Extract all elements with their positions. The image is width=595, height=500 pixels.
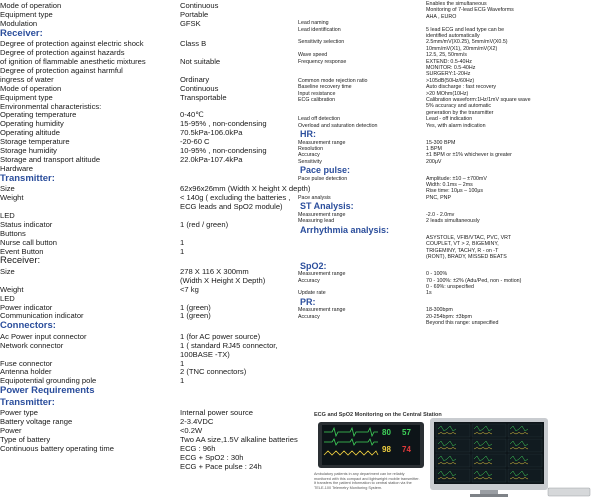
central-monitor-base — [470, 494, 508, 497]
spec-value-line: ASYSTOLE, VFIB/VTAC, PVC, VRT — [426, 235, 512, 241]
readout-rr: 74 — [402, 445, 411, 454]
spec-label: Environmental characteristics: — [0, 101, 102, 111]
spec-label: Weight — [0, 284, 24, 294]
spec-value: 1 — [180, 376, 185, 386]
section-heading-arrhythmia-analysis: Arrhythmia analysis: — [300, 224, 390, 235]
spec-value-line: Enables the simultaneous — [426, 1, 487, 7]
spec-value-line: Amplitude: ±10 – ±700mV — [426, 175, 487, 182]
spec-label: Mode of operation — [0, 1, 62, 10]
spec-value: 1 BPM — [426, 145, 442, 152]
spec-label: Resolution — [298, 145, 324, 152]
spec-label: Baseline recovery time — [298, 84, 352, 91]
spec-label: Continuous battery operating time — [0, 443, 114, 453]
spec-label: Event Button — [0, 246, 44, 256]
spec-label: Equipotential grounding pole — [0, 376, 97, 386]
spec-value-line: identified automatically — [426, 33, 480, 39]
spec-value: Not suitable — [180, 57, 221, 66]
spec-value-line: SURGERY:1-20Hz — [426, 71, 471, 78]
readout-spo2: 98 — [382, 445, 391, 454]
spec-label: Input resistance — [298, 90, 336, 97]
central-station-illustration — [298, 410, 595, 500]
spec-value-line: COUPLET, VT > 2, BIGEMINY, — [426, 241, 499, 248]
spec-value: -2.0 - 2.0mv — [426, 211, 455, 218]
spec-value: Portable — [180, 9, 209, 19]
spec-value: 22.0kPa-107.4kPa — [180, 154, 243, 164]
spec-value: 15-300 BPM — [426, 139, 456, 146]
spec-value: ±1 BPM or ±1% whichever is greater — [426, 152, 512, 159]
spec-value-line: EXTEND: 0.5-40Hz — [426, 58, 472, 65]
spec-label: Equipment type — [0, 92, 53, 102]
readout-pr: 57 — [402, 428, 411, 437]
section-heading-receiver: Receiver: — [0, 255, 41, 267]
spec-label: ingress of water — [0, 74, 54, 84]
spec-label: Hardware — [0, 163, 33, 173]
spec-value — [180, 444, 262, 471]
spec-value: PNC, PNP — [426, 194, 452, 201]
spec-value-line: TRIGEMINY, TACHY, R - on -T — [426, 247, 499, 254]
spec-label: Equipment type — [0, 9, 53, 19]
spec-value: 10-95% , non-condensing — [180, 146, 267, 155]
section-heading-spo2: SpO2: — [300, 260, 327, 271]
spec-label: Sensitivity — [298, 158, 322, 165]
spec-value: 62x96x26mm (Width X height X depth) — [180, 184, 311, 194]
spec-value-line: Width: 0.1ms – 2ms — [426, 182, 473, 188]
spec-value: Yes, with alarm indication — [426, 122, 486, 129]
spec-value — [426, 278, 521, 291]
spec-value: >20 MOhm(10Hz) — [426, 90, 469, 97]
spec-value: 2 leads simultaneously — [426, 218, 480, 225]
spec-label: Accuracy — [298, 313, 320, 320]
spec-label: Update rate — [298, 290, 326, 297]
spec-value: 200μV — [426, 158, 442, 165]
illustration-title: ECG and SpO2 Monitoring on the Central Station — [314, 412, 442, 418]
spec-value: <0.2W — [180, 426, 203, 435]
spec-label: Degree of protection against electric shock — [0, 39, 144, 49]
readout-hr: 80 — [382, 428, 391, 437]
section-heading-transmitter: Transmitter: — [0, 396, 55, 408]
spec-value: Auto discharge : fast recovery — [426, 84, 497, 91]
spec-value — [426, 27, 504, 40]
spec-value — [426, 1, 514, 20]
spec-value-line: 278 X 116 X 300mm — [180, 266, 249, 276]
spec-value: Ordinary — [180, 74, 210, 84]
spec-value: GFSK — [180, 18, 201, 28]
spec-value: 15-95% , non-condensing — [180, 119, 267, 129]
spec-value: -20-60 C — [180, 137, 210, 147]
spec-label: Storage humidity — [0, 146, 57, 155]
spec-value: 1 (green) — [180, 302, 211, 312]
section-heading-pace-pulse: Pace pulse: — [300, 165, 351, 176]
spec-value: 2 (TNC connectors) — [180, 367, 247, 377]
spec-label: Frequency response — [298, 58, 347, 65]
spec-value: 0-40℃ — [180, 110, 204, 120]
spec-value: 1 — [180, 358, 185, 368]
spec-value-line: 0 - 69%: unspecified — [426, 283, 474, 290]
spec-value: 1 (for AC power source) — [180, 331, 261, 341]
spec-label: Fuse connector — [0, 358, 53, 368]
spec-value: >105dB(50Hz/60Hz) — [426, 77, 475, 84]
spec-value: 0 - 100% — [426, 271, 448, 278]
section-heading-connectors: Connectors: — [0, 320, 56, 332]
spec-value — [426, 39, 508, 52]
spec-label: Storage temperature — [0, 137, 70, 147]
spec-value-line: 100BASE -TX) — [180, 349, 230, 359]
spec-value-line: 10mm/mV(X1), 20mm/mV(X2) — [426, 45, 498, 52]
spec-value: 1 — [180, 237, 185, 247]
spec-value: Two AA size,1.5V alkaline batteries — [180, 434, 298, 444]
spec-label: Size — [0, 266, 15, 276]
spec-label: LED — [0, 210, 15, 220]
central-monitor-stand — [480, 490, 498, 494]
spec-value-line: (RONT), BRADY, MISSED BEATS — [426, 254, 507, 261]
spec-label: Status indicator — [0, 219, 53, 229]
spec-value-line: 5% accuracy and automatic — [426, 103, 492, 110]
spec-value — [426, 314, 498, 327]
spec-value — [426, 97, 531, 116]
spec-value: 1 (green) — [180, 311, 211, 321]
section-heading-pr: PR: — [300, 296, 316, 307]
spec-label: Wave speed — [298, 52, 328, 59]
spec-label: Power — [0, 426, 22, 435]
spec-value-line: Monitoring of 7-lead ECG Waveforms — [426, 7, 514, 14]
spec-label: Operating altitude — [0, 128, 60, 138]
spec-value: Continuous — [180, 1, 219, 10]
spec-label: ECG calibration — [298, 97, 336, 103]
spec-value: Continuous — [180, 83, 219, 93]
spec-label: Power type — [0, 408, 38, 418]
spec-value-line: 70 - 100%: ±2% (Adu/Ped, non - motion) — [426, 277, 522, 284]
spec-value — [426, 235, 511, 261]
spec-label: Sensitivity selection — [298, 39, 345, 46]
spec-label: Pace analysis — [298, 194, 331, 201]
spec-label: Measurement range — [298, 307, 346, 314]
spec-label: Degree of protection against hazards — [0, 48, 125, 58]
spec-label: Weight — [0, 193, 24, 203]
spec-label: Lead naming — [298, 20, 329, 27]
spec-label: Measurement range — [298, 139, 346, 146]
spec-label: Pace pulse detection — [298, 175, 348, 182]
spec-label: LED — [0, 293, 15, 303]
spec-label: Common mode rejection ratio — [298, 77, 368, 84]
spec-value-line: ECG leads and SpO2 module) — [180, 202, 283, 212]
spec-label: Type of battery — [0, 434, 51, 444]
spec-label: Operating humidity — [0, 119, 64, 129]
keyboard — [548, 488, 590, 496]
spec-value-line: 5 lead ECG and lead type can be — [426, 26, 505, 33]
spec-label: Buttons — [0, 228, 26, 238]
spec-value — [180, 341, 278, 359]
spec-label: Lead off detection — [298, 116, 341, 123]
spec-label: Mode of operation — [0, 83, 62, 93]
spec-label: Modulation — [0, 18, 38, 28]
spec-label: Storage and transport altitude — [0, 154, 101, 164]
spec-value: Internal power source — [180, 408, 254, 418]
spec-value-line: 1 ( standard RJ45 connector, — [180, 340, 278, 350]
section-heading-transmitter: Transmitter: — [0, 172, 55, 184]
spec-label: Nurse call button — [0, 237, 57, 247]
spec-value-line: Rise time: 10μs – 100μs — [426, 188, 484, 195]
spec-value-line: (Width X Height X Depth) — [180, 275, 266, 285]
spec-label: Overload and saturation detection — [298, 122, 378, 129]
section-heading-power-requirements: Power Requirements — [0, 385, 95, 397]
spec-value-line: generation by the transmitter — [426, 109, 494, 116]
spec-value-line: MONITOR: 0.5-40Hz — [426, 65, 476, 71]
section-heading-st-analysis: ST Analysis: — [300, 201, 354, 212]
spec-value: 18-300bpm — [426, 307, 453, 314]
spec-value-line: 2.5mm/mV(X0.25), 5mm/mV(X0.5) — [426, 39, 508, 46]
spec-value — [426, 59, 475, 78]
section-heading-receiver: Receiver: — [0, 27, 43, 39]
spec-value: Class B — [180, 39, 207, 49]
spec-label: Network connector — [0, 340, 64, 350]
spec-value-line: ECG + SpO2 : 30h — [180, 452, 244, 462]
section-heading-hr: HR: — [300, 129, 316, 139]
spec-value-line: < 140g ( excluding the batteries , — [180, 193, 291, 203]
spec-value: <7 kg — [180, 284, 199, 294]
spec-label: Operating temperature — [0, 110, 77, 120]
spec-value — [180, 193, 290, 211]
spec-label: Lead identification — [298, 26, 341, 33]
spec-value-line: Calibration waveform:1Hz/1mV square wave — [426, 97, 531, 103]
spec-label: Measuring lead — [298, 218, 335, 225]
spec-value: 1 — [180, 246, 185, 256]
spec-value-line: ECG + Pace pulse : 24h — [180, 461, 262, 471]
spec-value-line: 20-254bpm: ±3bpm — [426, 313, 472, 320]
spec-label: of ignition of flammable anesthetic mixtures — [0, 57, 146, 66]
spec-value: 12.5, 25, 50mm/s — [426, 52, 467, 59]
spec-value: 70.5kPa-106.0kPa — [180, 128, 243, 138]
spec-label: Ac Power input connector — [0, 331, 87, 341]
spec-label: Accuracy — [298, 277, 320, 284]
spec-label: Communication indicator — [0, 311, 84, 321]
spec-label: Size — [0, 184, 15, 194]
illustration-caption: Ambulatory patients in any department can be reliably monitored with this compact and lightweight mobile transmitter. It transfers the patient information to central station via the TELE-100 Telemetry Monitoring System. — [314, 472, 420, 490]
spec-value: 1 (red / green) — [180, 219, 229, 229]
spec-value — [180, 267, 265, 285]
spec-value: 1s — [426, 290, 432, 297]
spec-value-line: Beyond this range: unspecified — [426, 320, 499, 326]
spec-value-line: AHA , EURO — [426, 13, 457, 20]
spec-label: Accuracy — [298, 152, 320, 159]
spec-value — [426, 176, 487, 195]
spec-label: Antenna holder — [0, 367, 52, 377]
spec-label: Power indicator — [0, 302, 53, 312]
spec-label: Measurement range — [298, 271, 346, 278]
spec-value: 2-3.4VDC — [180, 417, 214, 427]
spec-label: Measurement range — [298, 211, 346, 218]
spec-value: Transportable — [180, 92, 227, 102]
spec-value-line: ECG : 96h — [180, 443, 216, 453]
spec-label: Battery voltage range — [0, 417, 73, 427]
spec-label: Degree of protection against harmful — [0, 65, 123, 75]
spec-value: Lead - off indication — [426, 116, 473, 123]
